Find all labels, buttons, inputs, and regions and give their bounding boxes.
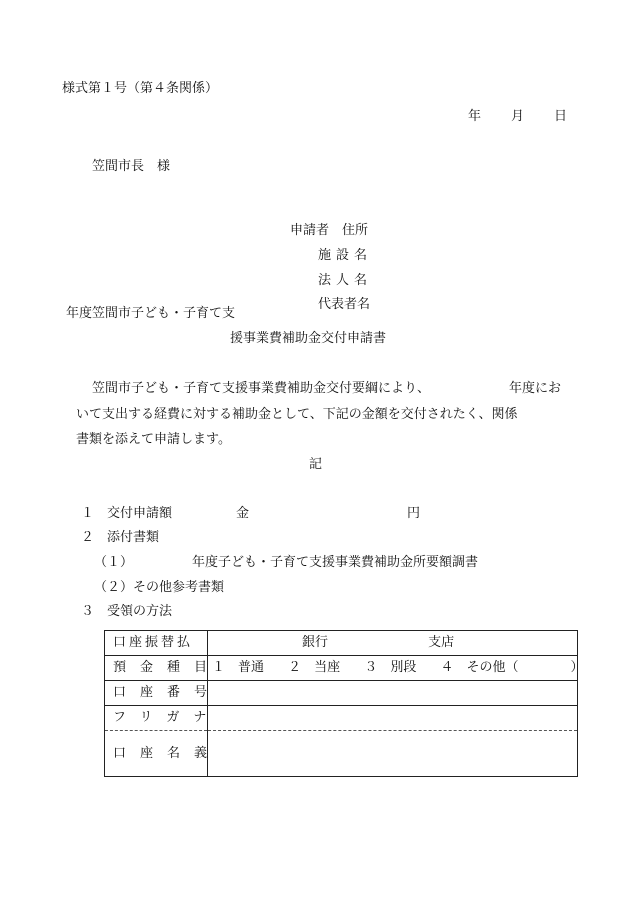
account-table: [104, 630, 584, 777]
body-text-line1b: 年度にお: [509, 381, 562, 396]
date-day-label: 日: [554, 109, 568, 124]
deposit-option-ordinary: １ 普通: [212, 660, 265, 675]
furigana-label: フリガナ: [105, 706, 208, 731]
account-holder-label: 口座名義: [105, 731, 208, 777]
item3-label: 受領の方法: [107, 604, 173, 619]
item1-number: １: [81, 506, 95, 521]
applicant-representative-label: 代表者名: [318, 297, 371, 312]
item3-number: ３: [81, 604, 95, 619]
document-title-line2: 援事業費補助金交付申請書: [230, 331, 387, 346]
item2-sub1-text: 年度子ども・子育て支援事業費補助金所要額調書: [192, 555, 479, 570]
bank-label: 銀行: [302, 635, 329, 650]
item2-sub2-text: （２）その他参考書類: [94, 580, 225, 595]
deposit-option-other: ４ その他（ ）: [440, 660, 584, 675]
table-row: [105, 631, 578, 656]
bank-branch-cell: [208, 631, 578, 656]
deposit-option-special: ３ 別段: [364, 660, 417, 675]
deposit-option-current: ２ 当座: [288, 660, 341, 675]
item2-number: ２: [81, 530, 95, 545]
branch-label: 支店: [428, 635, 455, 650]
furigana-field: [208, 706, 578, 731]
table-row: [105, 681, 578, 706]
item1-kin: 金: [236, 506, 250, 521]
account-number-field: [208, 681, 578, 706]
account-holder-field: [208, 731, 578, 777]
table-row: [105, 706, 578, 731]
item2-label: 添付書類: [107, 530, 160, 545]
form-number: 様式第１号（第４条関係）: [62, 81, 219, 96]
deposit-type-options: [208, 656, 584, 681]
item2-sub1-number: （１）: [94, 555, 134, 570]
account-transfer-label: 口座振替払: [105, 631, 208, 656]
date-month-label: 月: [511, 109, 525, 124]
deposit-type-label: 預金種目: [105, 656, 208, 681]
applicant-corporation-label: 法人名: [318, 273, 373, 288]
item1-label: 交付申請額: [107, 506, 173, 521]
account-number-label: 口座番号: [105, 681, 208, 706]
table-row: [105, 656, 578, 681]
applicant-address-label: 申請者 住所: [290, 223, 369, 238]
date-year-label: 年: [468, 109, 482, 124]
body-text-line1a: 笠間市子ども・子育て支援事業費補助金交付要綱により、: [92, 381, 431, 396]
addressee: 笠間市長 様: [92, 159, 171, 174]
applicant-facility-label: 施設名: [318, 248, 373, 263]
document-title-line1: 年度笠間市子ども・子育て支: [66, 306, 236, 321]
body-text-line2: いて支出する経費に対する補助金として、下記の金額を交付されたく、関係: [76, 407, 518, 422]
body-text-line3: 書類を添えて申請します。: [76, 432, 231, 447]
item1-yen: 円: [407, 506, 421, 521]
table-row: [105, 731, 578, 777]
ki-label: 記: [309, 457, 323, 472]
